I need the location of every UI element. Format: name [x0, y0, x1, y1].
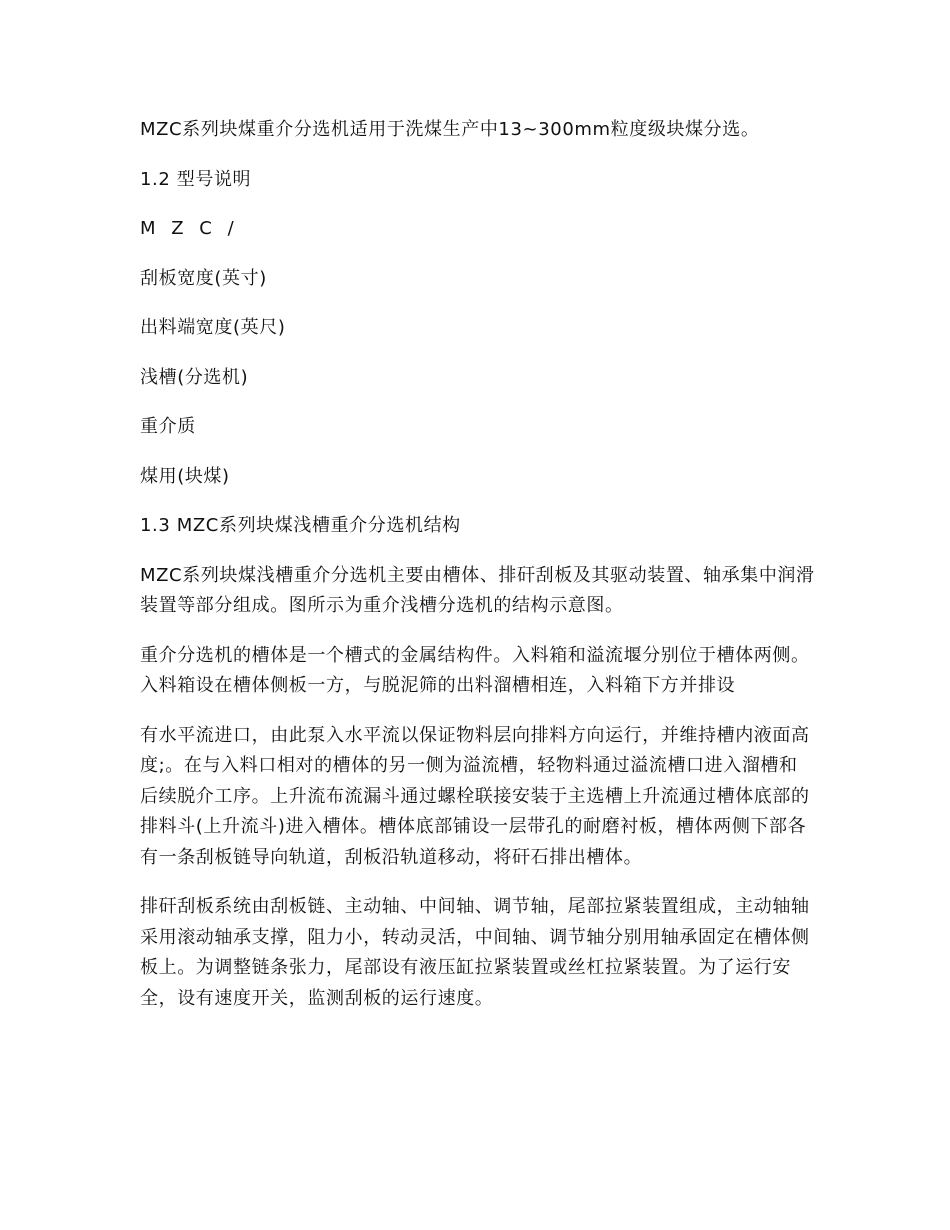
- model-item-discharge-width: 出料端宽度(英尺): [140, 317, 286, 338]
- flow-paragraph: 有水平流进口，由此泵入水平流以保证物料层向排料方向运行，并维持槽内液面高度;。在与入料口相对的槽体的另一侧为溢流槽，轻物料通过溢流槽口进入溜槽和后续脱介工序。上升流布流漏斗通过螺栓联接安装于主选槽上升流通过槽体底部的排料斗(上升流斗)进入槽体。槽体底部铺设一层带孔的耐磨衬板，槽体两侧下部各有一条刮板链导向轨道，刮板沿轨道移动，将矸石排出槽体。: [140, 724, 810, 868]
- intro-paragraph: MZC系列块煤重介分选机适用于洗煤生产中13~300mm粒度级块煤分选。: [140, 119, 760, 140]
- scraper-system-paragraph: 排矸刮板系统由刮板链、主动轴、中间轴、调节轴，尾部拉紧装置组成，主动轴轴采用滚动轴承支撑，阻力小，转动灵活，中间轴、调节轴分别用轴承固定在槽体侧板上。为调整链条张力，尾部设有液压缸拉紧装置或丝杠拉紧装置。为了运行安全，设有速度开关，监测刮板的运行速度。: [140, 896, 810, 1009]
- model-item-scraper-width: 刮板宽度(英寸): [140, 267, 267, 289]
- document-page: [140, 115, 815, 1033]
- trough-body-paragraph: 重介分选机的槽体是一个槽式的金属结构件。入料箱和溢流堰分别位于槽体两侧。入料箱设在槽体侧板一方，与脱泥筛的出料溜槽相连，入料箱下方并排设: [140, 644, 810, 696]
- structure-paragraph: MZC系列块煤浅槽重介分选机主要由槽体、排矸刮板及其驱动装置、轴承集中润滑装置等部分组成。图所示为重介浅槽分选机的结构示意图。: [140, 564, 815, 616]
- section-heading-1-3: 1.3 MZC系列块煤浅槽重介分选机结构: [140, 515, 461, 536]
- model-item-shallow-trough: 浅槽(分选机): [140, 366, 249, 388]
- section-heading-1-2: 1.2 型号说明: [140, 168, 252, 190]
- model-item-coal-use: 煤用(块煤): [140, 465, 230, 487]
- model-item-dense-medium: 重介质: [140, 416, 196, 437]
- model-code: M Z C /: [140, 218, 239, 239]
